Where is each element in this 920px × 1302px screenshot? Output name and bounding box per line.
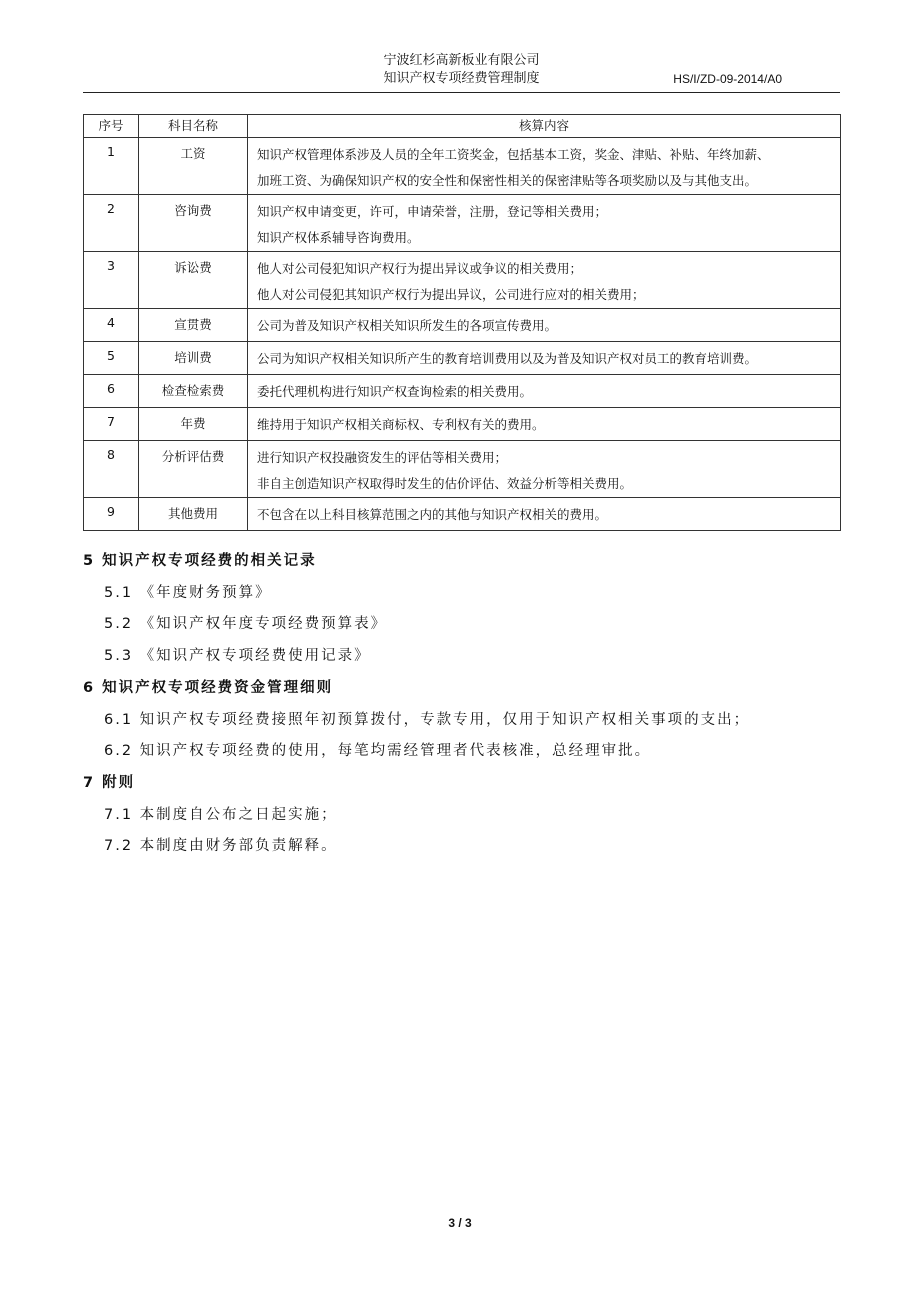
row-number: 6 bbox=[84, 375, 139, 408]
section-5-item-2: 5.2 《知识产权年度专项经费预算表》 bbox=[104, 616, 388, 632]
document-title: 知识产权专项经费管理制度 bbox=[383, 71, 540, 86]
description-line: 知识产权管理体系涉及人员的全年工资奖金，包括基本工资，奖金、津贴、补贴、年终加薪、 bbox=[257, 147, 770, 162]
table-row bbox=[84, 195, 841, 252]
table-row bbox=[84, 252, 841, 309]
item-description bbox=[248, 309, 841, 342]
row-number: 4 bbox=[84, 309, 139, 342]
table-row bbox=[84, 441, 841, 498]
table-header-row bbox=[84, 115, 841, 138]
row-number: 2 bbox=[84, 195, 139, 252]
description-line: 委托代理机构进行知识产权查询检索的相关费用。 bbox=[257, 384, 533, 399]
item-description bbox=[248, 408, 841, 441]
item-description bbox=[248, 375, 841, 408]
row-number: 9 bbox=[84, 498, 139, 531]
table-row bbox=[84, 375, 841, 408]
section-5-item-3: 5.3 《知识产权专项经费使用记录》 bbox=[104, 648, 371, 664]
description-line: 维持用于知识产权相关商标权、专利权有关的费用。 bbox=[257, 417, 545, 432]
item-description bbox=[248, 342, 841, 375]
section-7-item-1: 7.1 本制度自公布之日起实施； bbox=[104, 807, 338, 823]
item-description bbox=[248, 441, 841, 498]
item-name: 宣贯费 bbox=[139, 309, 248, 342]
item-description bbox=[248, 138, 841, 195]
row-number: 7 bbox=[84, 408, 139, 441]
item-name: 检查检索费 bbox=[139, 375, 248, 408]
section-6-item-1: 6.1 知识产权专项经费接照年初预算拨付，专款专用，仅用于知识产权相关事项的支出； bbox=[104, 712, 751, 728]
col-header-content: 核算内容 bbox=[248, 115, 841, 138]
row-number: 5 bbox=[84, 342, 139, 375]
table-row bbox=[84, 498, 841, 531]
col-header-no: 序号 bbox=[84, 115, 139, 138]
section-6-heading: 6 知识产权专项经费资金管理细则 bbox=[83, 680, 334, 696]
section-7-item-2: 7.2 本制度由财务部负责解释。 bbox=[104, 838, 338, 854]
item-name: 其他费用 bbox=[139, 498, 248, 531]
item-description bbox=[248, 252, 841, 309]
description-line: 知识产权申请变更，许可，申请荣誉，注册，登记等相关费用； bbox=[257, 204, 608, 219]
description-line: 加班工资、为确保知识产权的安全性和保密性相关的保密津贴等各项奖励以及与其他支出。 bbox=[257, 173, 758, 188]
row-number: 3 bbox=[84, 252, 139, 309]
col-header-name: 科目名称 bbox=[139, 115, 248, 138]
table-row bbox=[84, 309, 841, 342]
section-6-item-2: 6.2 知识产权专项经费的使用，每笔均需经管理者代表核准，总经理审批。 bbox=[104, 743, 652, 759]
section-5-item-1: 5.1 《年度财务预算》 bbox=[104, 585, 272, 601]
item-description bbox=[248, 195, 841, 252]
document-code: HS/I/ZD-09-2014/A0 bbox=[673, 72, 782, 86]
table-row bbox=[84, 408, 841, 441]
fee-items-table bbox=[83, 114, 841, 531]
description-line: 不包含在以上科目核算范围之内的其他与知识产权相关的费用。 bbox=[257, 507, 608, 522]
description-line: 他人对公司侵犯知识产权行为提出异议或争议的相关费用； bbox=[257, 261, 583, 276]
item-name: 分析评估费 bbox=[139, 441, 248, 498]
item-name: 年费 bbox=[139, 408, 248, 441]
company-name: 宁波红杉高新板业有限公司 bbox=[383, 53, 540, 68]
row-number: 1 bbox=[84, 138, 139, 195]
description-line: 他人对公司侵犯其知识产权行为提出异议，公司进行应对的相关费用； bbox=[257, 287, 645, 302]
section-7-heading: 7 附则 bbox=[83, 775, 136, 791]
item-name: 诉讼费 bbox=[139, 252, 248, 309]
description-line: 公司为知识产权相关知识所产生的教育培训费用以及为普及知识产权对员工的教育培训费。 bbox=[257, 351, 758, 366]
table-row bbox=[84, 138, 841, 195]
section-5-heading: 5 知识产权专项经费的相关记录 bbox=[83, 553, 317, 569]
item-name: 咨询费 bbox=[139, 195, 248, 252]
description-line: 公司为普及知识产权相关知识所发生的各项宣传费用。 bbox=[257, 318, 558, 333]
item-name: 工资 bbox=[139, 138, 248, 195]
row-number: 8 bbox=[84, 441, 139, 498]
page-number: 3 / 3 bbox=[448, 1216, 472, 1230]
description-line: 进行知识产权投融资发生的评估等相关费用； bbox=[257, 450, 508, 465]
page-header bbox=[83, 52, 840, 93]
item-name: 培训费 bbox=[139, 342, 248, 375]
description-line: 非自主创造知识产权取得时发生的估价评估、效益分析等相关费用。 bbox=[257, 476, 633, 491]
description-line: 知识产权体系辅导咨询费用。 bbox=[257, 230, 420, 245]
item-description bbox=[248, 498, 841, 531]
table-row bbox=[84, 342, 841, 375]
